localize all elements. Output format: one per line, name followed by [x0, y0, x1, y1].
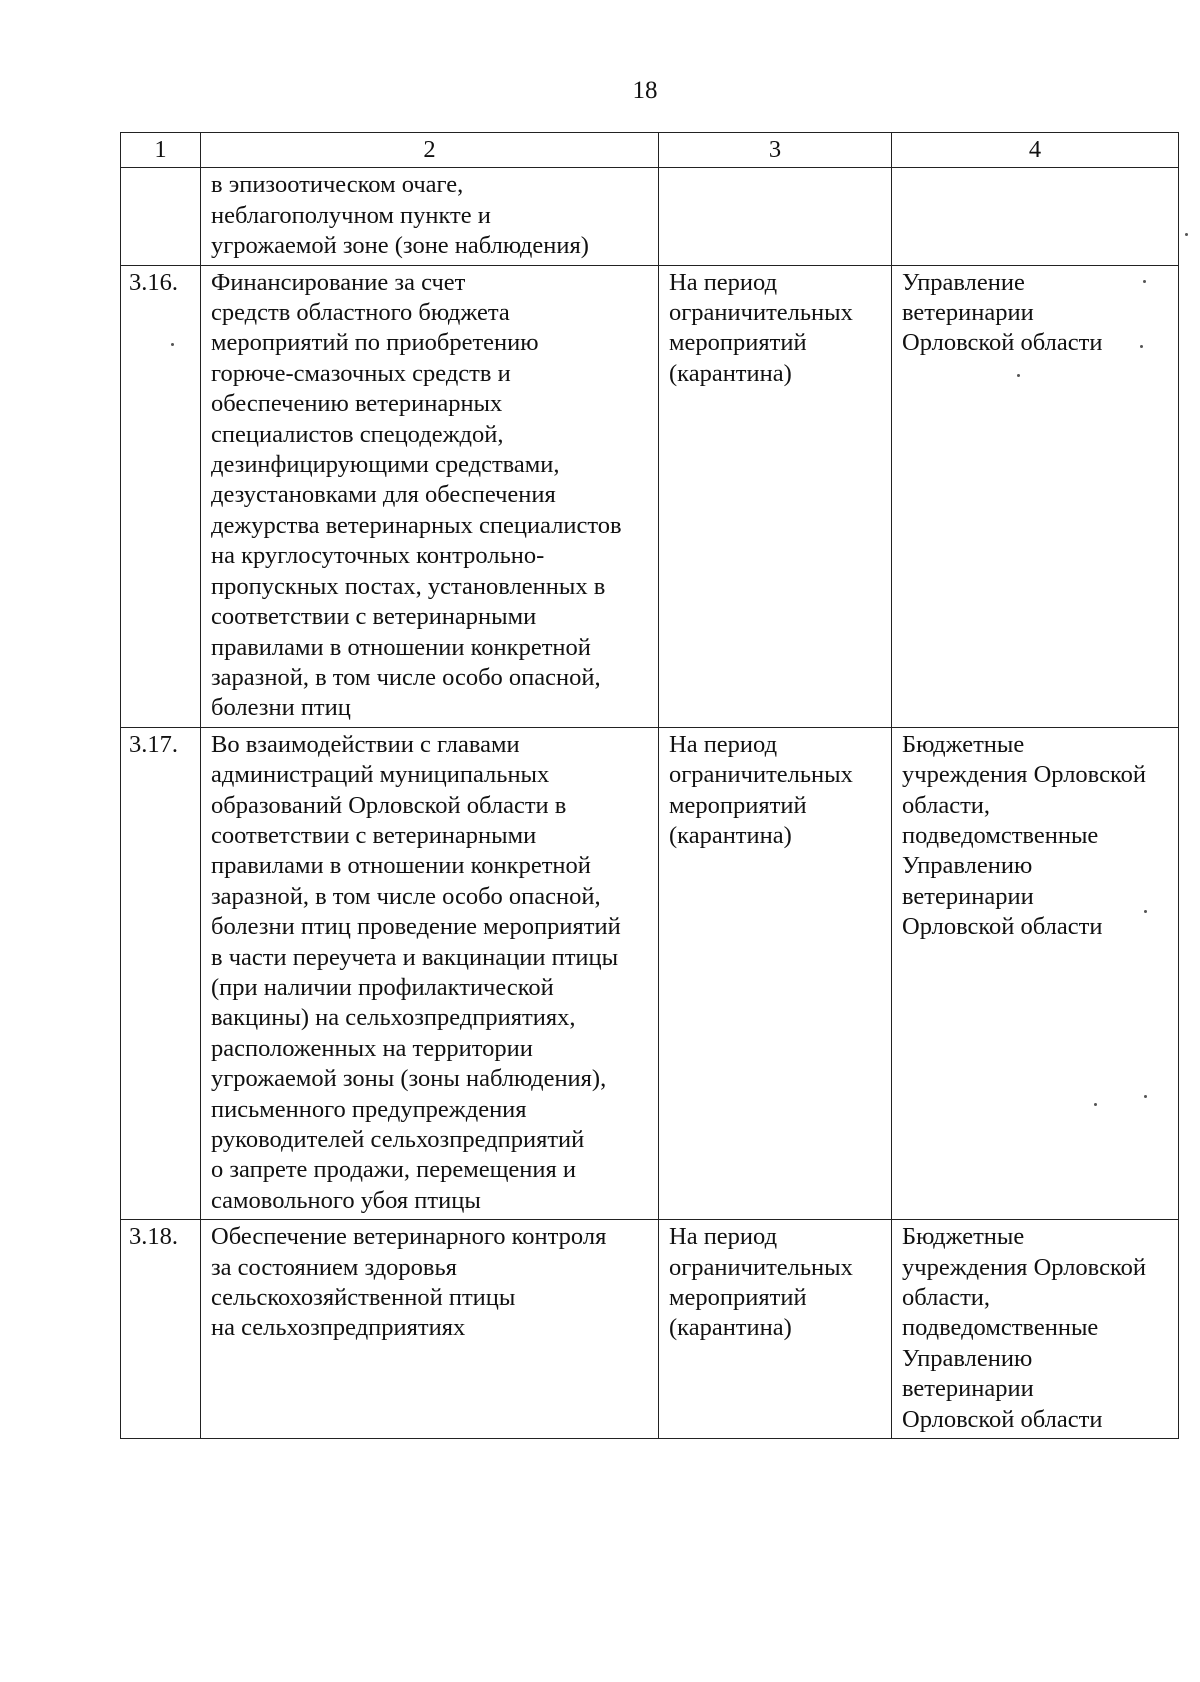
- cell-text-line: специалистов спецодеждой,: [211, 420, 504, 448]
- cell-text-line: Орловской области: [902, 913, 1103, 941]
- cell-text-line: вакцины) на сельхозпредприятиях,: [211, 1004, 576, 1032]
- measure-cell: [201, 168, 659, 265]
- cell-text-line: в части переучета и вакцинации птицы: [211, 943, 619, 971]
- cell-text-line: Орловской области: [902, 1405, 1103, 1433]
- cell-text-line: сельскохозяйственной птицы: [211, 1284, 516, 1312]
- cell-text-line: в эпизоотическом очаге,: [211, 171, 464, 199]
- table-row: [121, 1220, 1179, 1439]
- cell-text-line: Управление: [902, 268, 1025, 296]
- column-header-number: 1: [121, 133, 201, 168]
- cell-text-line: правилами в отношении конкретной: [211, 852, 591, 880]
- table-row: [121, 265, 1179, 727]
- column-header-period: 3: [659, 133, 892, 168]
- page-number: 18: [632, 77, 658, 104]
- cell-text-line: Управлению: [902, 1344, 1033, 1372]
- period-cell: [659, 265, 892, 727]
- cell-text-line: учреждения Орловской: [902, 1253, 1146, 1281]
- responsible-cell: [892, 727, 1179, 1220]
- measure-cell: [201, 1220, 659, 1439]
- cell-text-line: Бюджетные: [902, 1223, 1025, 1251]
- cell-text-line: болезни птиц проведение мероприятий: [211, 913, 621, 941]
- cell-text-line: угрожаемой зоны (зоны наблюдения),: [211, 1065, 607, 1093]
- cell-text-line: области,: [902, 791, 991, 819]
- cell-text-line: о запрете продажи, перемещения и: [211, 1156, 577, 1184]
- cell-text-line: администраций муниципальных: [211, 761, 550, 789]
- cell-text-line: На период: [669, 730, 778, 758]
- item-number-cell: 3.16.: [121, 265, 201, 727]
- cell-text-line: (при наличии профилактической: [211, 973, 554, 1001]
- scan-speck: [1140, 345, 1143, 348]
- cell-text-line: ограничительных: [669, 299, 853, 327]
- cell-text-line: ограничительных: [669, 761, 853, 789]
- cell-text-line: Во взаимодействии с главами: [211, 730, 520, 758]
- cell-text-line: учреждения Орловской: [902, 761, 1146, 789]
- column-header-responsible: 4: [892, 133, 1179, 168]
- cell-text-line: дезустановками для обеспечения: [211, 481, 556, 509]
- cell-text-line: ветеринарии: [902, 882, 1034, 910]
- cell-text-line: самовольного убоя птицы: [211, 1186, 481, 1214]
- cell-text-line: мероприятий: [669, 1284, 807, 1312]
- cell-text-line: ветеринарии: [902, 299, 1034, 327]
- cell-text-line: неблагополучном пункте и: [211, 201, 491, 229]
- cell-text-line: (карантина): [669, 1314, 792, 1342]
- scan-speck: [1144, 910, 1147, 913]
- cell-text-line: пропускных постах, установленных в: [211, 572, 606, 600]
- responsible-cell: [892, 1220, 1179, 1439]
- cell-text-line: подведомственные: [902, 1314, 1099, 1342]
- scan-speck: [1094, 1103, 1097, 1106]
- cell-text-line: соответствии с ветеринарными: [211, 821, 537, 849]
- header-row: [121, 133, 1179, 168]
- cell-text-line: Орловской области: [902, 329, 1103, 357]
- cell-text-line: образований Орловской области в: [211, 791, 567, 819]
- cell-text-line: дежурства ветеринарных специалистов: [211, 511, 622, 539]
- item-number-cell: [121, 168, 201, 265]
- scan-speck: [1017, 374, 1020, 377]
- scan-speck: [171, 343, 174, 346]
- cell-text-line: руководителей сельхозпредприятий: [211, 1126, 585, 1153]
- cell-text-line: Обеспечение ветеринарного контроля: [211, 1223, 607, 1251]
- cell-text-line: болезни птиц: [211, 694, 351, 722]
- cell-text-line: ограничительных: [669, 1253, 853, 1281]
- period-cell: [659, 168, 892, 265]
- table-row: [121, 727, 1179, 1220]
- cell-text-line: на круглосуточных контрольно-: [211, 542, 545, 570]
- item-number-cell: 3.17.: [121, 727, 201, 1220]
- column-header-measure: 2: [201, 133, 659, 168]
- scan-speck: [1144, 1095, 1147, 1098]
- responsible-cell: [892, 265, 1179, 727]
- cell-text-line: области,: [902, 1284, 991, 1312]
- scan-speck: [1185, 233, 1188, 236]
- cell-text-line: дезинфицирующими средствами,: [211, 451, 560, 479]
- cell-text-line: расположенных на территории: [211, 1034, 533, 1062]
- item-number-cell: 3.18.: [121, 1220, 201, 1439]
- responsible-cell: [892, 168, 1179, 265]
- cell-text-line: мероприятий по приобретению: [211, 329, 539, 357]
- measure-cell: [201, 265, 659, 727]
- cell-text-line: обеспечению ветеринарных: [211, 390, 503, 418]
- cell-text-line: средств областного бюджета: [211, 299, 510, 327]
- cell-text-line: подведомственные: [902, 821, 1099, 849]
- cell-text-line: Финансирование за счет: [211, 268, 466, 296]
- measures-table: [120, 132, 1179, 1439]
- cell-text-line: письменного предупреждения: [211, 1095, 527, 1123]
- cell-text-line: (карантина): [669, 359, 792, 387]
- cell-text-line: соответствии с ветеринарными: [211, 603, 537, 631]
- cell-text-line: угрожаемой зоне (зоне наблюдения): [211, 232, 589, 260]
- measure-cell: [201, 727, 659, 1220]
- period-cell: [659, 727, 892, 1220]
- cell-text-line: мероприятий: [669, 329, 807, 357]
- cell-text-line: горюче-смазочных средств и: [211, 359, 511, 387]
- cell-text-line: Бюджетные: [902, 730, 1025, 758]
- cell-text-line: Управлению: [902, 852, 1033, 880]
- cell-text-line: На период: [669, 268, 778, 296]
- cell-text-line: На период: [669, 1223, 778, 1251]
- cell-text-line: заразной, в том числе особо опасной,: [211, 882, 601, 910]
- scan-speck: [1143, 280, 1146, 283]
- cell-text-line: ветеринарии: [902, 1375, 1034, 1403]
- cell-text-line: (карантина): [669, 821, 792, 849]
- period-cell: [659, 1220, 892, 1439]
- cell-text-line: за состоянием здоровья: [211, 1253, 457, 1281]
- cell-text-line: правилами в отношении конкретной: [211, 633, 591, 661]
- cell-text-line: заразной, в том числе особо опасной,: [211, 663, 601, 691]
- cell-text-line: мероприятий: [669, 791, 807, 819]
- cell-text-line: на сельхозпредприятиях: [211, 1314, 466, 1342]
- table-row: [121, 168, 1179, 265]
